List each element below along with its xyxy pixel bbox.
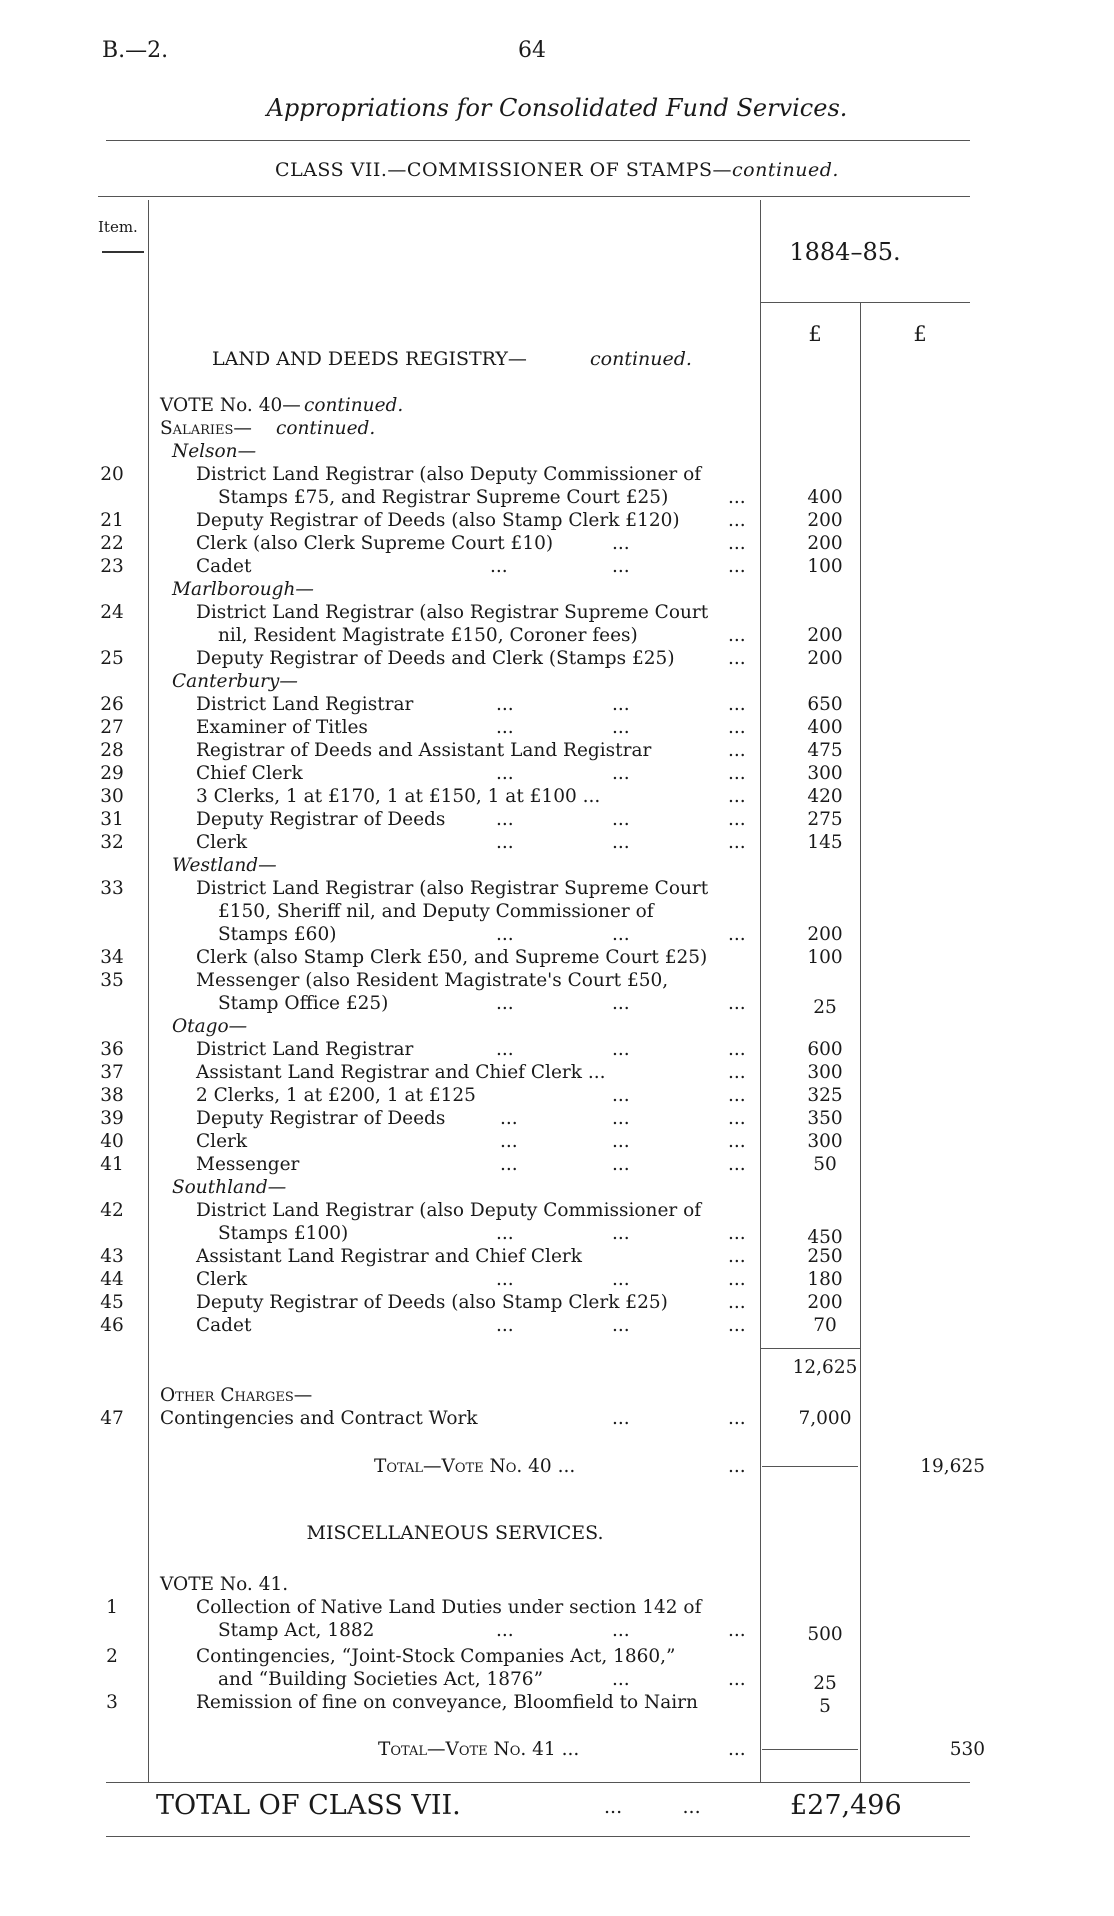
table-row: and “Building Societies Act, 1876” ... ... 25 — [218, 1669, 837, 1694]
table-row: 20 District Land Registrar (also Deputy Commissioner of — [100, 464, 702, 485]
table-row: 26 District Land Registrar ... ... ... 650 — [100, 694, 843, 715]
table-row: 25 Deputy Registrar of Deeds and Clerk (Stamps £25) ... 200 — [100, 648, 843, 669]
grand-total-top-rule — [106, 1782, 970, 1783]
group-southland: Southland— — [172, 1177, 287, 1198]
group-nelson: Nelson— — [172, 441, 257, 462]
pound-symbol-col2: £ — [913, 322, 927, 346]
vote-41-total-rule — [762, 1749, 858, 1750]
table-row: 22 Clerk (also Clerk Supreme Court £10) ... ... 200 — [100, 533, 843, 554]
table-row: 23 Cadet ... ... ... 100 — [100, 556, 843, 577]
table-row: 30 3 Clerks, 1 at £170, 1 at £150, 1 at £100 ... ... 420 — [100, 786, 843, 807]
table-row: 38 2 Clerks, 1 at £200, 1 at £125 ... ... 325 — [100, 1085, 843, 1106]
table-row: 43 Assistant Land Registrar and Chief Clerk ... 250 — [100, 1246, 843, 1267]
vote-40-total-rule — [762, 1466, 858, 1467]
table-top-rule — [98, 196, 970, 197]
table-row: Stamps £100) ... ... ... 450 — [218, 1223, 843, 1248]
vote-40-heading: VOTE No. 40— continued. — [160, 395, 404, 416]
table-row: 41 Messenger ... ... ... 50 — [100, 1154, 837, 1175]
pound-symbol-col1: £ — [808, 322, 822, 346]
table-row: 46 Cadet ... ... ... 70 — [100, 1315, 837, 1336]
group-westland: Westland— — [172, 855, 277, 876]
table-row: Stamps £75, and Registrar Supreme Court £25) ... 400 — [218, 487, 843, 508]
grand-total-amount: £27,496 — [790, 1790, 902, 1821]
table-row: 40 Clerk ... ... ... 300 — [100, 1131, 843, 1152]
table-row: 31 Deputy Registrar of Deeds ... ... ... 275 — [100, 809, 843, 830]
document-reference: B.—2. — [102, 38, 169, 63]
table-row: 24 District Land Registrar (also Registrar Supreme Court — [100, 602, 709, 623]
table-row: 45 Deputy Registrar of Deeds (also Stamp Clerk £25) ... 200 — [100, 1292, 843, 1313]
page-number: 64 — [518, 38, 546, 63]
subtotal-rule — [760, 1348, 860, 1349]
table-row: 35 Messenger (also Resident Magistrate's Court £50, — [100, 970, 669, 991]
table-row: Stamp Office £25) ... ... ... 25 — [218, 993, 837, 1018]
table-row: 2 Contingencies, “Joint-Stock Companies Act, 1860,” — [106, 1646, 676, 1667]
table-row: 3 Remission of fine on conveyance, Bloomfield to Nairn 5 — [106, 1692, 831, 1717]
grand-total-dots: ... ... — [604, 1796, 701, 1818]
table-row: Stamp Act, 1882 ... ... ... 500 — [218, 1620, 843, 1645]
table-row: 36 District Land Registrar ... ... ... 600 — [100, 1039, 843, 1060]
table-row: 32 Clerk ... ... ... 145 — [100, 832, 843, 853]
table-row: £150, Sheriff nil, and Deputy Commissioner of — [218, 901, 654, 922]
group-otago: Otago— — [172, 1016, 248, 1037]
table-row: 42 District Land Registrar (also Deputy Commissioner of — [100, 1200, 702, 1221]
class-title: CLASS VII.—COMMISSIONER OF STAMPS—continued. — [275, 159, 839, 181]
item-header-dash — [102, 251, 144, 253]
table-row: 34 Clerk (also Stamp Clerk £50, and Supreme Court £25) 100 — [100, 947, 843, 968]
table-row: 29 Chief Clerk ... ... ... 300 — [100, 763, 843, 784]
page-heading: Appropriations for Consolidated Fund Services. — [266, 94, 848, 122]
table-row: nil, Resident Magistrate £150, Coroner fees) ... 200 — [218, 625, 843, 646]
grand-total-bottom-rule — [106, 1836, 970, 1837]
table-row: 33 District Land Registrar (also Registrar Supreme Court — [100, 878, 709, 899]
section-title-land-deeds: LAND AND DEEDS REGISTRY— continued. — [212, 348, 692, 370]
item-column-header: Item. — [98, 218, 138, 236]
grand-total-label: TOTAL OF CLASS VII. — [156, 1790, 461, 1821]
heading-rule — [106, 140, 970, 141]
table-row: 28 Registrar of Deeds and Assistant Land Registrar ... 475 — [100, 740, 843, 761]
vote-40-total-row: Total—Vote No. 40 ... ... 19,625 — [374, 1456, 985, 1477]
table-row: 1 Collection of Native Land Duties under section 142 of — [106, 1597, 702, 1618]
salaries-heading: Salaries— continued. — [160, 418, 376, 439]
table-row: 37 Assistant Land Registrar and Chief Clerk ... ... 300 — [100, 1062, 843, 1083]
table-row: Stamps £60) ... ... ... 200 — [218, 924, 843, 945]
vote-41-heading: VOTE No. 41. — [160, 1574, 289, 1595]
table-row: 44 Clerk ... ... ... 180 — [100, 1269, 843, 1290]
group-canterbury: Canterbury— — [172, 671, 298, 692]
table-row: 21 Deputy Registrar of Deeds (also Stamp Clerk £120) ... 200 — [100, 510, 843, 531]
section-title-misc-services: MISCELLANEOUS SERVICES. — [306, 1522, 604, 1544]
group-marlborough: Marlborough— — [172, 579, 314, 600]
year-underline — [760, 302, 970, 303]
salaries-subtotal-row: 12,625 — [792, 1357, 858, 1378]
table-row: 47 Contingencies and Contract Work ... ... 7,000 — [100, 1408, 852, 1429]
table-row: 39 Deputy Registrar of Deeds ... ... ... 350 — [100, 1108, 843, 1129]
other-charges-heading: Other Charges— — [160, 1385, 313, 1406]
vote-41-total-row: Total—Vote No. 41 ... ... 530 — [378, 1739, 985, 1760]
table-row: 27 Examiner of Titles ... ... ... 400 — [100, 717, 843, 738]
year-header: 1884–85. — [789, 238, 901, 266]
